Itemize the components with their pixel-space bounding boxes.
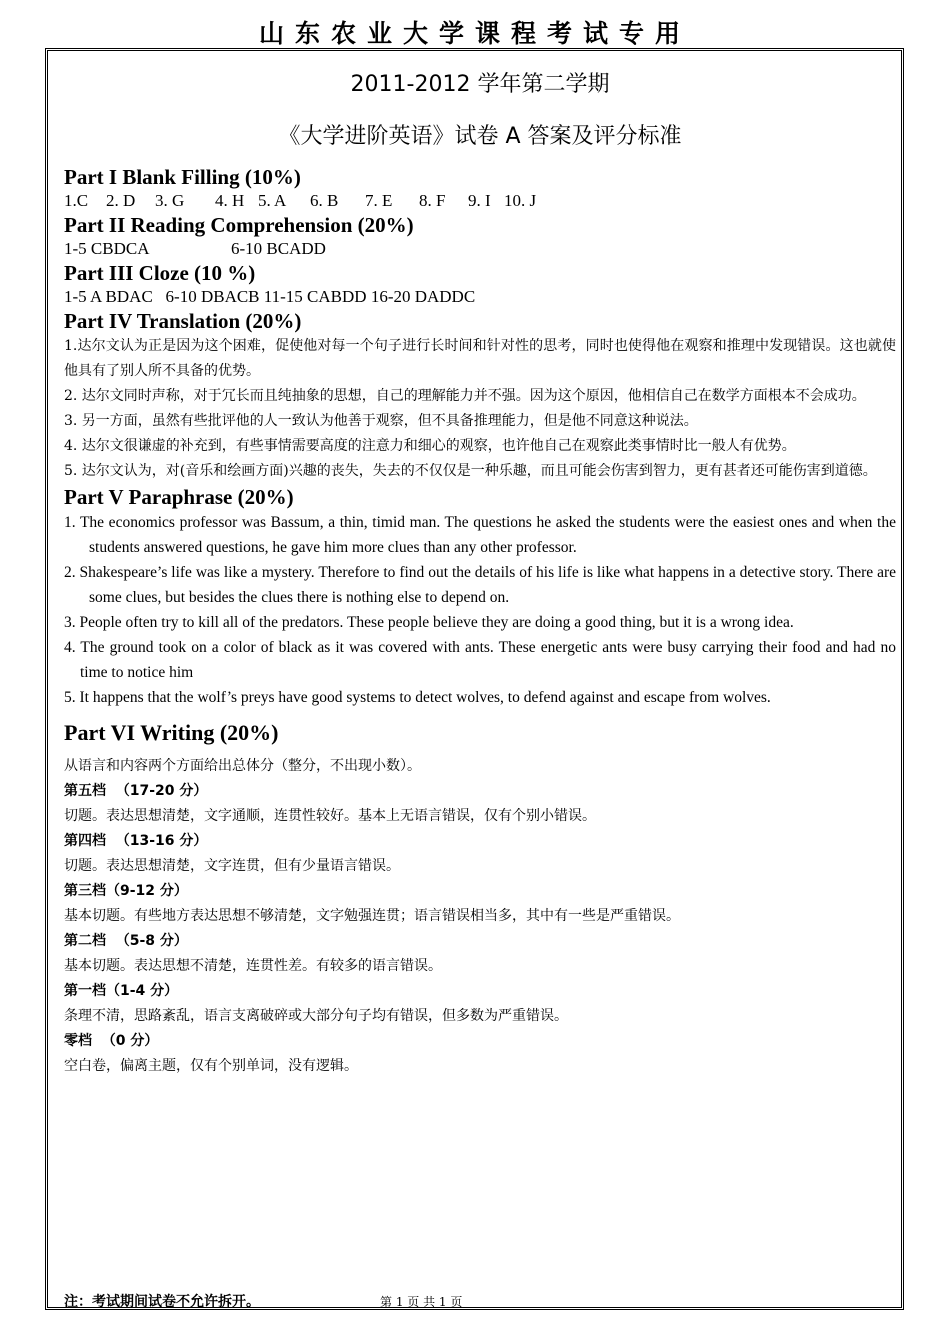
part5-title: Part V Paraphrase (20%) [64,485,294,509]
part1-answer: 9. I [468,191,491,210]
part1-answer: 7. E [365,191,393,210]
score-level-desc: 空白卷，偏离主题，仅有个别单词，没有逻辑。 [64,1058,358,1074]
part2-title: Part II Reading Comprehension (20%) [64,213,414,237]
part1-answer: 2. D [106,191,136,210]
page-number: 第 1 页 共 1 页 [380,1295,463,1309]
translation-item: 4. 达尔文很谦虚的补充到，有些事情需要高度的注意力和细心的观察，也许他自己在观察此类事情时比一般人有优势。 [64,438,796,454]
paraphrase-item: 2. Shakespeare’s life was like a mystery. Therefore to find out the details of his life is like what happens in a detective story. There are some clues, but besides the clues there is nothing else to depend on. [64,564,896,606]
paraphrase-item: 5. It happens that the wolf’s preys have good systems to detect wolves, to defend against and escape from wolves. [64,689,771,706]
translation-item: 5. 达尔文认为，对(音乐和绘画方面)兴趣的丧失，失去的不仅仅是一种乐趣，而且可能会伤害到智力，更有甚者还可能伤害到道德。 [64,463,877,479]
part1-answer: 3. G [155,191,185,210]
paraphrase-item: 4. The ground took on a color of black as it was covered with ants. These energetic ants were busy carrying their food and had no time to notice him [64,639,896,681]
score-level-label: 第五档 （17-20 分） [64,783,208,799]
paraphrase-item: 3. People often try to kill all of the predators. These people believe they are doing a good thing, but it is a wrong idea. [64,614,794,631]
part1-answer: 10. J [504,191,537,210]
part1-answer: 1.C [64,191,89,210]
part2-answer: 6-10 BCADD [231,239,326,258]
exam-note: 注：考试期间试卷不允许拆开。 [64,1294,260,1310]
score-level-label: 第一档（1-4 分） [64,983,179,999]
translation-item: 2. 达尔文同时声称，对于冗长而且纯抽象的思想，自己的理解能力并不强。因为这个原因，他相信自己在数学方面根本不会成功。 [64,388,866,404]
part6-title: Part VI Writing (20%) [64,720,279,745]
score-level-desc: 条理不清，思路紊乱，语言支离破碎或大部分句子均有错误，但多数为严重错误。 [64,1008,568,1024]
part1-answers [64,190,896,212]
part1-answer: 6. B [310,191,339,210]
score-level-desc: 切题。表达思想清楚，文字连贯，但有少量语言错误。 [64,858,400,874]
part3-title: Part III Cloze (10 %) [64,261,256,285]
score-level-label: 第二档 （5-8 分） [64,933,188,949]
translation-item: 3. 另一方面，虽然有些批评他的人一致认为他善于观察，但不具备推理能力，但是他不同意这种说法。 [64,413,698,429]
score-level-desc: 基本切题。表达思想不清楚，连贯性差。有较多的语言错误。 [64,958,442,974]
term-heading: 2011-2012 学年第二学期 [350,72,610,97]
score-level-label: 第四档 （13-16 分） [64,833,208,849]
score-level-desc: 切题。表达思想清楚，文字通顺，连贯性较好。基本上无语言错误，仅有个别小错误。 [64,808,596,824]
document-body [64,66,896,1079]
part3-answers: 1-5 A BDAC 6-10 DBACB 11-15 CABDD 16-20 DADDC [64,287,476,306]
university-banner: 山东农业大学课程考试专用 [258,19,691,48]
score-level-desc: 基本切题。有些地方表达思想不够清楚，文字勉强连贯；语言错误相当多，其中有一些是严重错误。 [64,908,680,924]
part1-answer: 8. F [419,191,446,210]
score-level-label: 零档 （0 分） [64,1033,159,1049]
part1-answer: 4. H [215,191,245,210]
translation-item: 1.达尔文认为正是因为这个困难，促使他对每一个句子进行长时间和针对性的思考，同时也使得他在观察和推理中发现错误。这也就使他具有了别人所不具备的优势。 [64,338,896,379]
paraphrase-item: 1. The economics professor was Bassum, a thin, timid man. The questions he asked the students were the easiest ones and when the students answered questions, he gave him more clues than any other professor. [64,514,896,556]
part2-answers [64,238,896,260]
part1-answer: 5. A [258,191,287,210]
page-footer [64,1291,564,1313]
part2-answer: 1-5 CBDCA [64,239,150,258]
writing-intro: 从语言和内容两个方面给出总体分（整分，不出现小数）。 [64,758,421,774]
part1-title: Part I Blank Filling (10%) [64,165,301,189]
score-level-label: 第三档（9-12 分） [64,883,188,899]
paper-title: 《大学进阶英语》试卷 A 答案及评分标准 [278,124,682,149]
part4-title: Part IV Translation (20%) [64,309,302,333]
